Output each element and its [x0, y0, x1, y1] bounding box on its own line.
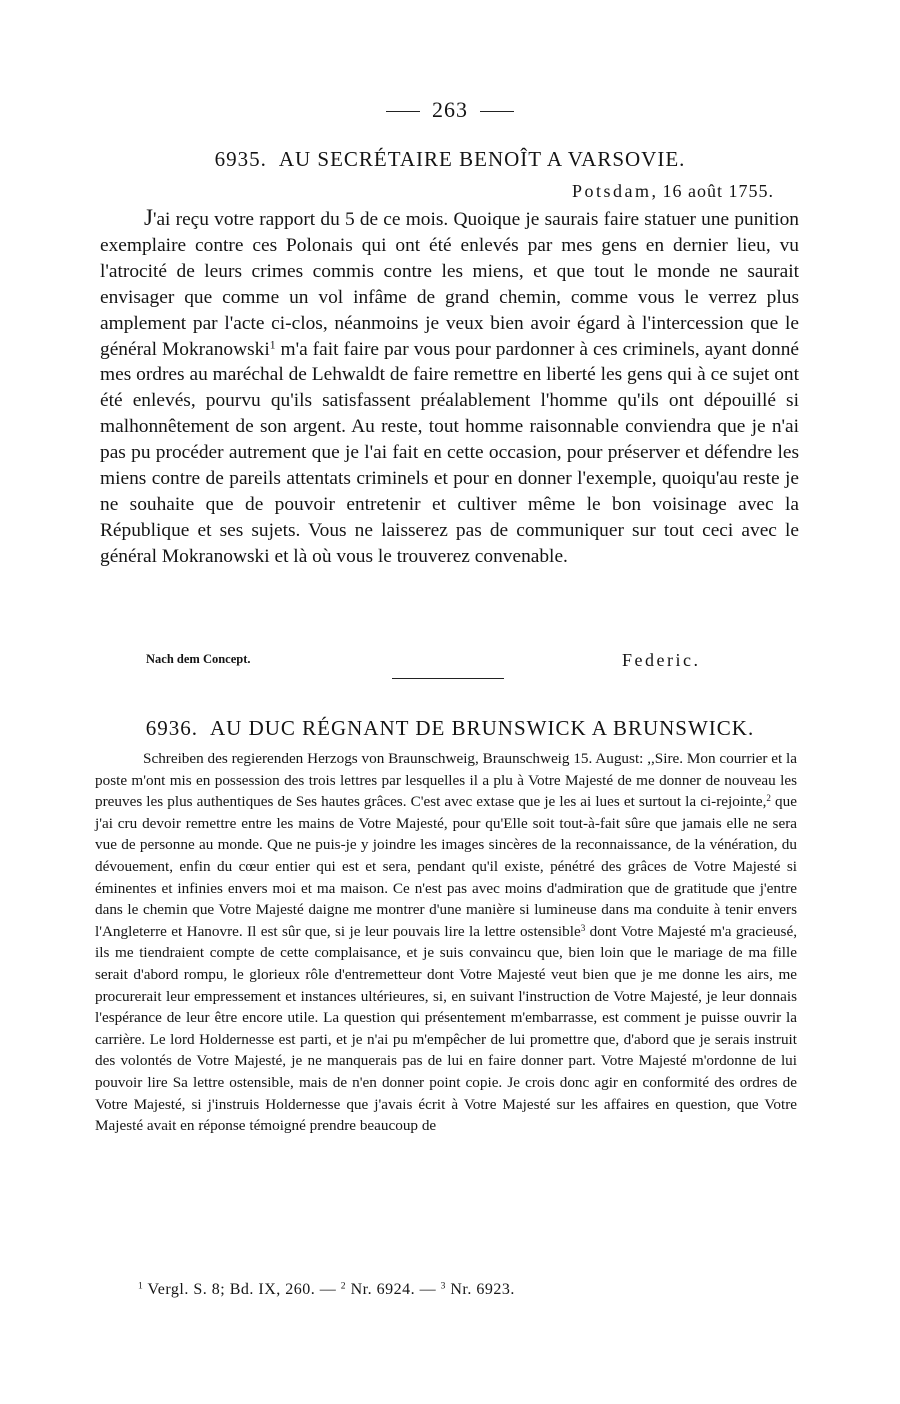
section-divider: [392, 678, 504, 679]
summary-text-a: Schreiben des regierenden Herzogs von Braunschweig, Braunschweig 15. August: ,,Sire. Mon courrier et la poste m'ont mis en possession des trois lettres par lesquelles il a plu à Votre Majesté de me donner de nouveau les preuves les plus authentiques de Ses hautes grâces. C'est avec extase que je les ai lues et surtout la ci-rejointe,: [95, 750, 797, 811]
doc1-heading: [0, 147, 900, 172]
footnote-ref-1: 1: [269, 338, 276, 352]
signature: Federic.: [622, 650, 701, 670]
doc2-heading: [0, 716, 900, 741]
footnote-num-1: 1: [138, 1280, 144, 1292]
footnote-ref-3: 3: [580, 922, 586, 933]
footnote-ref-2: 2: [766, 793, 771, 804]
footnote-text-3: Nr. 6923.: [445, 1281, 515, 1298]
doc1-title: AU SECRÉTAIRE BENOÎT A VARSOVIE.: [278, 147, 686, 171]
footnotes: [138, 1281, 515, 1299]
summary-text-b: que j'ai cru devoir remettre entre les mains de Votre Majesté, pour qu'Elle soit tout-à-fait sûre que jamais elle ne sera vue de personne au monde. Que ne puis-je y joindre les images sincères de la reconnaissance, de la vénération, du dévouement, enfin du cœur entier qui est et sera, pendant qu'il existe, pénétré des grâces de Votre Majesté si éminentes et infinies envers moi et ma maison. Ce n'est pas avec moins d'admiration que de gratitude que j'entre dans le chemin que Votre Majesté daigne me montrer d'une manière si lumineuse dans ma conduite à tenir envers l'Angleterre et Hanovre. Il est sûr que, si je leur pouvais lire la lettre ostensible: [95, 793, 797, 940]
footnote-text-1: Vergl. S. 8; Bd. IX, 260. —: [143, 1281, 341, 1298]
footnote-num-3: 3: [440, 1280, 446, 1292]
initial-letter: J: [144, 205, 153, 230]
page-number: 263: [432, 97, 468, 122]
letter-body: [100, 205, 799, 570]
doc2-number: 6936.: [145, 716, 198, 740]
summary-text-c: dont Votre Majesté m'a gracieusé, ils me tiendraient compte de cette complaisance, et je suis convaincu que, bien loin que le mariage de ma fille serait d'abord rompu, le glorieux rôle d'entremetteur dont Votre Majesté veut bien que je me donne les airs, me procurerait leur empressement et instances ultérieures, si, en suivant l'instruction de Votre Majesté, je leur donnais l'espérance de leur être encore utile. La question qui présentement m'embarrasse, est comment je puisse ouvrir la carrière. Le lord Holdernesse est parti, et je n'ai pu m'empêcher de lui promettre que, d'abord que je serais instruit des volontés de Votre Majesté, je ne manquerais pas de lui en faire donner part. Votre Majesté m'ordonne de lui pouvoir lire Sa lettre ostensible, mais de n'en donner point copie. Je crois donc agir en conformité des ordres de Votre Majesté, si j'instruis Holdernesse que j'avais écrit à Votre Majesté sur les affaires en question, que Votre Majesté avait en réponse témoigné prendre beaucoup de: [95, 922, 797, 1135]
letter-text: 'ai reçu votre rapport du 5 de ce mois. Quoique je saurais faire statuer une punition exemplaire contre ces Polonais qui ont été enlevés par mes gens en dernier lieu, vu l'atrocité de leurs crimes commis contre les miens, et que tout le monde ne saurait envisager que comme un vol infâme de grand chemin, comme vous le verrez plus amplement par l'acte ci-clos, néanmoins je veux bien avoir égard à l'intercession que le général Mokranowski: [100, 209, 799, 360]
right-dash: [480, 111, 514, 112]
doc1-number: 6935.: [214, 147, 267, 171]
dateline-place: Potsdam: [571, 181, 652, 201]
letter-text-cont: m'a fait faire par vous pour pardonner à ces criminels, ayant donné mes ordres au maréchal de Lehwaldt de faire remettre en liberté les gens qui à ce sujet ont été enlevés, pourvu qu'ils satisfassent préalablement l'homme qu'ils ont dépouillé si malhonnêtement de son argent. Au reste, tout homme raisonnable conviendra que je n'ai pas pu procéder autrement que je l'ai fait en cette occasion, pour préserver et défendre les miens contre de pareils attentats criminels et pour en donner l'exemple, quoiqu'au reste je ne souhaite que de pouvoir entretenir et cultiver même le bon voisinage avec la République et ses sujets. Vous ne laisserez pas de communiquer sur tout ceci avec le général Mokranowski et là où vous le trouverez convenable.: [100, 338, 799, 567]
dateline: [572, 181, 774, 202]
left-dash: [386, 111, 420, 112]
summary-body: [95, 748, 797, 1137]
doc2-title: AU DUC RÉGNANT DE BRUNSWICK A BRUNSWICK.: [210, 716, 755, 740]
footnote-num-2: 2: [340, 1280, 347, 1292]
footnote-text-2: Nr. 6924. —: [346, 1281, 441, 1298]
dateline-date: , 16 août 1755.: [651, 181, 774, 201]
page-number-line: [0, 97, 900, 123]
source-note: Nach dem Concept.: [146, 652, 251, 666]
